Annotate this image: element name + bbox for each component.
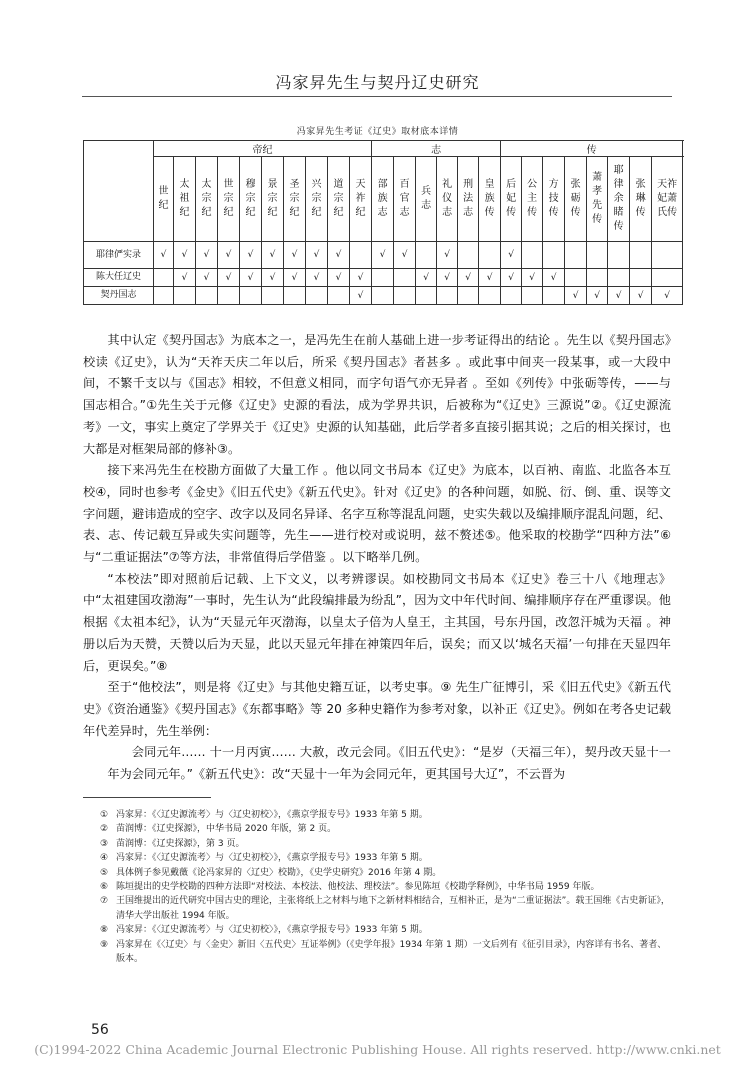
footnote-mark: ① — [100, 810, 109, 820]
group-header — [84, 141, 154, 242]
footnote — [100, 837, 675, 851]
table-cell: √ — [630, 287, 652, 305]
column-header-label: 礼仪志 — [442, 179, 453, 218]
footnote-mark: ⑥ — [100, 882, 109, 893]
group-header: 帝纪 — [154, 141, 372, 157]
column-header — [458, 157, 479, 242]
table-cell — [587, 269, 608, 287]
column-header-label: 百官志 — [399, 179, 410, 218]
column-header — [240, 157, 262, 242]
footnote-text: 冯家昇：《〈辽史源流考〉与〈辽史初校〉》，《燕京学报专号》1933 年第 5 期。 — [116, 810, 428, 820]
column-header-label: 兵志 — [421, 186, 432, 211]
column-header — [350, 157, 372, 242]
table-row — [84, 287, 683, 305]
table-cell — [174, 287, 196, 305]
column-header-label: 天祚妃萧氏传 — [657, 179, 678, 218]
table-cell — [284, 287, 306, 305]
column-header-label: 张砺传 — [570, 179, 581, 218]
table-cell: √ — [262, 242, 284, 269]
column-header — [543, 157, 565, 242]
table-cell — [501, 287, 522, 305]
group-header: 志 — [372, 141, 501, 157]
column-header-label: 世宗纪 — [223, 179, 234, 218]
table-row — [84, 269, 683, 287]
table-cell — [394, 269, 416, 287]
column-header — [394, 157, 416, 242]
footnotes — [100, 808, 675, 966]
column-header-label: 耶律余睹传 — [613, 165, 624, 232]
footnote-mark: ④ — [100, 853, 109, 864]
column-header — [652, 157, 683, 242]
column-header — [522, 157, 543, 242]
column-header-label: 萧孝先传 — [592, 172, 603, 225]
table-cell — [394, 287, 416, 305]
column-header — [262, 157, 284, 242]
table-cell — [630, 269, 652, 287]
column-header-label: 刑法志 — [463, 179, 474, 218]
footnote-mark: ⑤ — [100, 867, 109, 878]
column-header-label: 景宗纪 — [267, 179, 278, 218]
footnote — [100, 938, 675, 967]
table-cell: √ — [174, 242, 196, 269]
table-cell: √ — [350, 287, 372, 305]
header-rule — [82, 96, 672, 97]
column-header-label: 兴宗纪 — [311, 179, 322, 218]
footnote-text: 王国维提出的近代研究中国古史的理论，主张将纸上之材料与地下之新材料相结合，互相补正，是为“二重证据法”。载王国维《古史新证》，清华大学出版社 1994 年版。 — [116, 896, 670, 921]
table-row — [84, 242, 683, 269]
column-header — [608, 157, 630, 242]
table-cell: √ — [154, 242, 174, 269]
footnote — [100, 880, 675, 894]
column-header-label: 太祖纪 — [179, 179, 190, 218]
column-header-label: 圣宗纪 — [289, 179, 300, 218]
table-cell — [154, 269, 174, 287]
table-cell: √ — [479, 269, 501, 287]
table-cell: √ — [328, 242, 350, 269]
table-cell: √ — [458, 269, 479, 287]
table-caption: 冯家昇先生考证《辽史》取材底本详情 — [296, 127, 459, 137]
table-cell — [416, 242, 437, 269]
table-cell: √ — [565, 287, 587, 305]
table-cell — [652, 242, 683, 269]
table-cell: √ — [350, 269, 372, 287]
paragraph: “本校法”即对照前后记载、上下文义，以考辨谬误。如校勘同文书局本《辽史》卷三十八《地理志》中“太祖建国攻渤海”一事时，先生认为“此段编排最为纷乱”，因为文中年代时间、编排顺序存在严重谬误。他根据《太祖本纪》，认为“天显元年灭渤海，以皇太子倍为人皇王，主其国，号东丹国，改忽汗城为天福 。神册以后为天赞，天赞以后为天显，此以天显元年排在神策四年后，误矣；而又以‘城名天福’一句排在天显四年后，更误矣。”⑧ — [83, 571, 671, 673]
table-cell: √ — [522, 269, 543, 287]
table-cell: √ — [284, 242, 306, 269]
table-cell — [479, 242, 501, 269]
column-header — [328, 157, 350, 242]
column-header — [501, 157, 522, 242]
footnote-text: 苗润博：《辽史探源》，第 3 页。 — [116, 838, 245, 849]
table-cell: √ — [608, 287, 630, 305]
column-header — [154, 157, 174, 242]
column-header — [416, 157, 437, 242]
footnote-text: 苗润博：《辽史探源》，中华书局 2020 年版，第 2 页。 — [116, 824, 337, 835]
table-cell — [416, 287, 437, 305]
table-cell — [306, 287, 328, 305]
footnote — [100, 923, 675, 937]
paragraph: 其中认定《契丹国志》为底本之一，是冯先生在前人基础上进一步考证得出的结论 。先生以《契丹国志》校读《辽史》，认为“天祚天庆二年以后，所采《契丹国志》者甚多 。或此事中间夹一段某事，或一大段中间，不繁千支以与《国志》相较，不但意义相同，而字句语气亦无异者 。至如《列传》中张砺等传，——与国志相合。”①先生关于元修《辽史》史源的看法，成为学界共识，后被称为“《辽史》三源说”②。《辽史源流考》一文，事实上奠定了学界关于《辽史》史源的认知基础，此后学者多直接引据其说；之后的相关探讨，也大都是对框架局部的修补③。 — [83, 333, 671, 456]
footnote-mark: ⑨ — [100, 939, 109, 950]
column-header — [565, 157, 587, 242]
column-header — [284, 157, 306, 242]
table-cell: √ — [328, 269, 350, 287]
table-body — [84, 242, 683, 305]
table-cell: √ — [437, 269, 458, 287]
footnote-mark: ③ — [100, 838, 109, 849]
table-cell — [372, 269, 394, 287]
group-header: 传 — [501, 141, 683, 157]
table-cell — [565, 269, 587, 287]
table-cell: √ — [240, 242, 262, 269]
column-header — [437, 157, 458, 242]
table-cell — [262, 287, 284, 305]
table-cell: √ — [196, 269, 218, 287]
table-cell — [522, 287, 543, 305]
body-text — [83, 330, 671, 786]
row-label: 耶律俨实录 — [84, 242, 154, 269]
footnote-text: 冯家昇在《〈辽史〉与〈金史〉新旧〈五代史〉互证举例》（《史学年报》1934 年第 1 期）一文后列有《征引目录》，内容详有书名、著者、版本。 — [116, 939, 667, 965]
footnote — [100, 822, 675, 836]
footnote — [100, 851, 675, 865]
table-column-header — [84, 157, 683, 242]
table-cell — [218, 287, 240, 305]
table-cell: √ — [174, 269, 196, 287]
table-cell: √ — [240, 269, 262, 287]
table-cell — [652, 269, 683, 287]
table-cell: √ — [306, 242, 328, 269]
column-header-label: 天祚纪 — [355, 179, 366, 218]
table-cell — [196, 287, 218, 305]
table-cell: √ — [437, 242, 458, 269]
source-table — [83, 140, 683, 305]
table-cell: √ — [501, 269, 522, 287]
footnote-mark: ⑧ — [100, 925, 109, 936]
table-cell: √ — [372, 242, 394, 269]
column-header — [218, 157, 240, 242]
column-header-label: 世纪 — [158, 186, 169, 211]
row-label: 契丹国志 — [84, 287, 154, 305]
table-cell: √ — [416, 269, 437, 287]
paragraph: 接下来冯先生在校勘方面做了大量工作 。他以同文书局本《辽史》为底本，以百衲、南监、北监各本互校④，同时也参考《金史》《旧五代史》《新五代史》。针对《辽史》的各种问题，如脱、衍、倒、重、误等文字问题，避讳造成的空字、改字以及同名异译、名字互称等混乱问题，史实失载以及编排顺序混乱问题，纪、表、志、传记载互异或失实问题等，先生——进行校对或说明，兹不赘述⑤。他采取的校勘学“四种方法”⑥与“二重证据法”⑦等方法，非常值得后学借鉴 。以下略举几例。 — [83, 463, 671, 565]
column-header — [479, 157, 501, 242]
table-cell — [154, 287, 174, 305]
column-header — [174, 157, 196, 242]
table-cell: √ — [262, 269, 284, 287]
column-header-label: 部族志 — [377, 179, 388, 218]
table-cell — [522, 242, 543, 269]
table-cell: √ — [218, 269, 240, 287]
table-cell — [479, 287, 501, 305]
column-header — [630, 157, 652, 242]
table-cell: √ — [394, 242, 416, 269]
footnote-mark: ⑦ — [100, 896, 109, 907]
table-cell: √ — [196, 242, 218, 269]
column-header — [306, 157, 328, 242]
table-cell: √ — [306, 269, 328, 287]
column-header-label: 公主传 — [527, 179, 538, 218]
footnote-text: 具体例子参见戴薇《论冯家昇的〈辽史〉校勘》，《史学史研究》2016 年第 4 期。 — [116, 867, 442, 878]
table-cell: √ — [218, 242, 240, 269]
table-cell — [372, 287, 394, 305]
copyright-notice: (C)1994-2022 China Academic Journal Electronic Publishing House. All rights reserved. http://www.cnki.net — [34, 1042, 721, 1057]
table-cell — [458, 242, 479, 269]
footnote-mark: ② — [100, 824, 109, 835]
paragraph: 至于“他校法”，则是将《辽史》与其他史籍互证，以考史事。⑨ 先生广征博引，采《旧五代史》《新五代史》《资治通鉴》《契丹国志》《东都事略》等 20 多种史籍作为参考对象，以补正《辽史》。例如在考各史记载年代差异时，先生举例： — [83, 680, 671, 738]
footnote-rule — [83, 797, 211, 798]
table-cell — [565, 242, 587, 269]
table-cell — [587, 242, 608, 269]
table-cell — [458, 287, 479, 305]
column-header-label: 方技传 — [548, 179, 559, 218]
table-cell — [328, 287, 350, 305]
column-header-label: 道宗纪 — [333, 179, 344, 218]
column-header — [587, 157, 608, 242]
column-header-label: 太宗纪 — [201, 179, 212, 218]
page-number: 56 — [91, 1022, 109, 1038]
table-cell: √ — [501, 242, 522, 269]
table-cell — [543, 287, 565, 305]
footnote — [100, 894, 675, 923]
table-cell — [543, 242, 565, 269]
footnote-text: 冯家昇：《〈辽史源流考〉与〈辽史初校〉》，《燕京学报专号》1933 年第 5 期。 — [116, 925, 428, 936]
table-cell — [608, 242, 630, 269]
table-cell — [350, 242, 372, 269]
column-header-label: 皇族传 — [484, 179, 495, 218]
table-cell — [608, 269, 630, 287]
table-group-header — [84, 141, 683, 157]
running-head: 冯家昇先生与契丹辽史研究 — [275, 73, 480, 92]
table-cell — [437, 287, 458, 305]
table-cell: √ — [543, 269, 565, 287]
footnote — [100, 808, 675, 822]
column-header — [196, 157, 218, 242]
table-cell: √ — [587, 287, 608, 305]
column-header-label: 后妃传 — [506, 179, 517, 218]
column-header-label: 张琳传 — [635, 179, 646, 218]
block-quote: 会同元年…… 十一月丙寅…… 大赦，改元会同。《旧五代史》：“是岁（天福三年），契丹改天显十一年为会同元年。”《新五代史》：改“天显十一年为会同元年，更其国号大辽”，不云晋为 — [107, 745, 671, 782]
table-cell — [240, 287, 262, 305]
footnote — [100, 866, 675, 880]
column-header — [372, 157, 394, 242]
table-cell: √ — [652, 287, 683, 305]
table-cell — [630, 242, 652, 269]
column-header-label: 穆宗纪 — [245, 179, 256, 218]
table-cell: √ — [284, 269, 306, 287]
footnote-text: 陈垣提出的史学校勘的四种方法即“对校法、本校法、他校法、理校法”。参见陈垣《校勘学释例》，中华书局 1959 年版。 — [116, 882, 600, 893]
footnote-text: 冯家昇：《〈辽史源流考〉与〈辽史初校〉》，《燕京学报专号》1933 年第 5 期。 — [116, 853, 428, 864]
row-label: 陈大任辽史 — [84, 269, 154, 287]
